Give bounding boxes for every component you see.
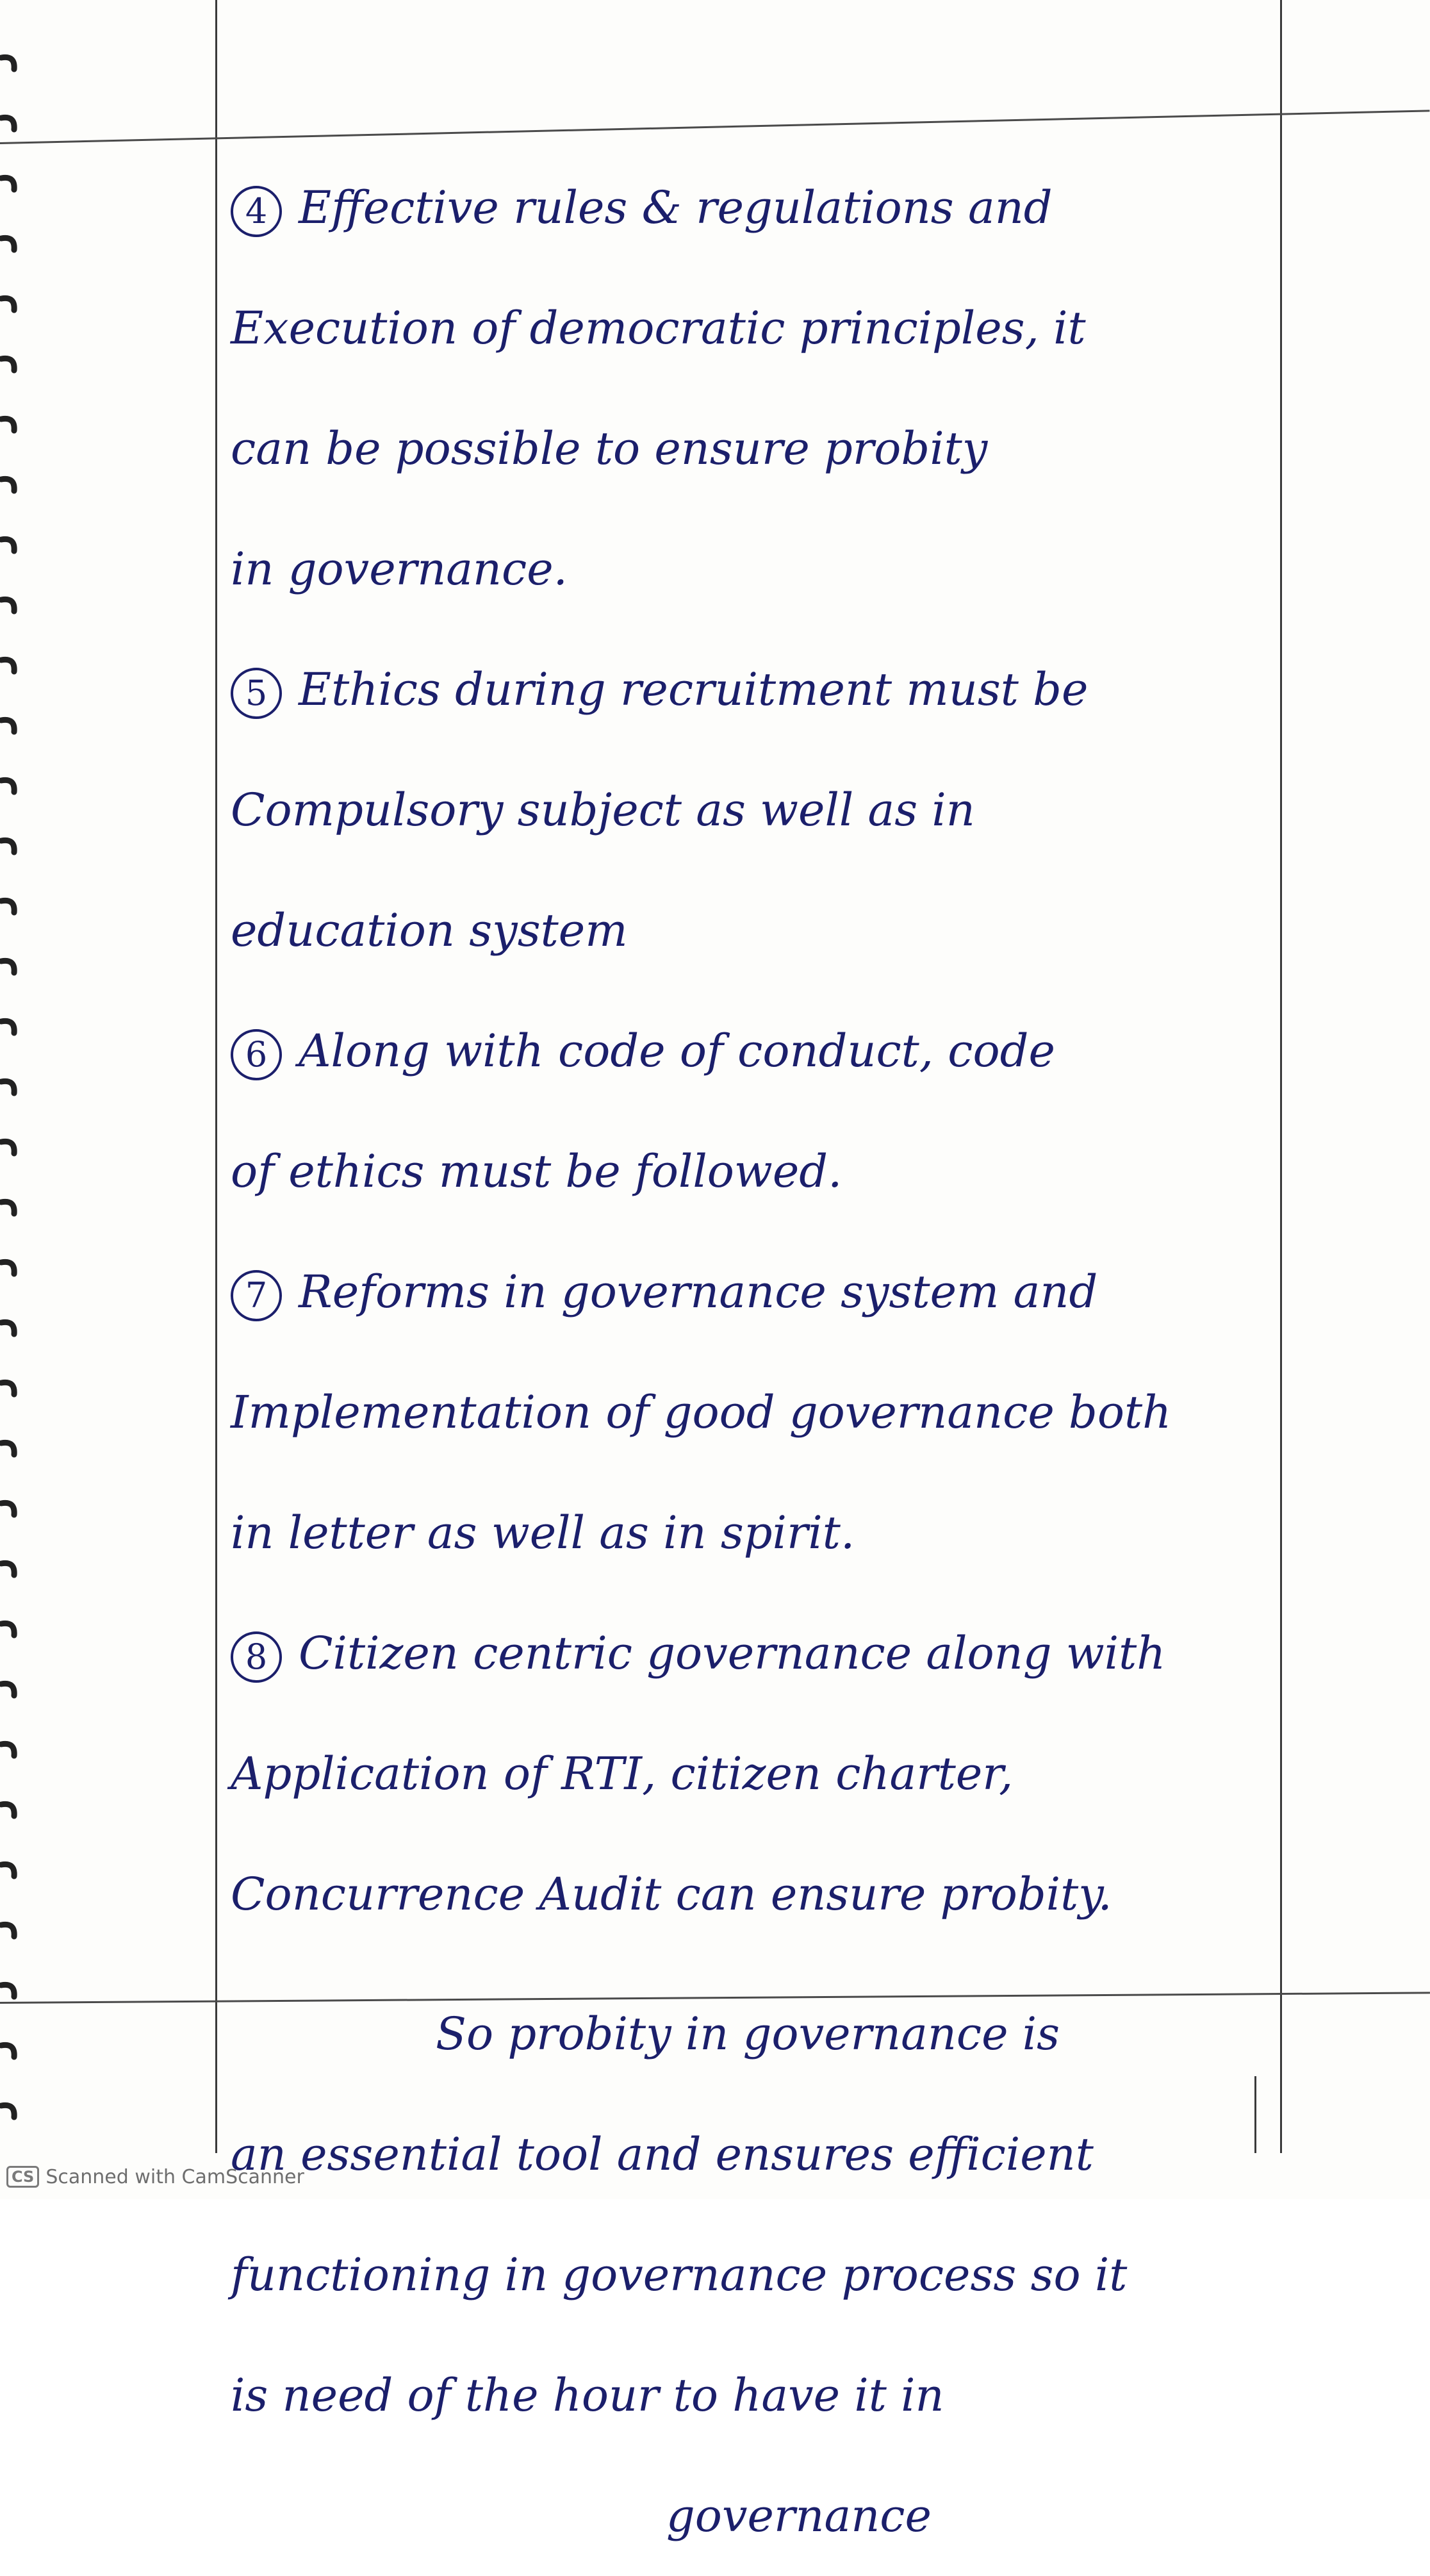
scanner-watermark	[6, 2161, 304, 2193]
camscanner-logo-icon: CS	[6, 2166, 39, 2188]
conclusion-line: functioning in governance process so it	[231, 2249, 1128, 2301]
spiral-ring	[1, 1804, 14, 1816]
point-line: Compulsory subject as well as in	[231, 784, 975, 836]
spiral-ring	[1, 418, 14, 431]
point-7	[231, 1232, 1256, 1593]
spiral-ring	[1, 1864, 14, 1876]
spiral-ring	[1, 1623, 14, 1635]
spiral-ring	[1, 1322, 14, 1334]
conclusion-line: is need of the hour to have it in	[231, 2369, 944, 2422]
watermark-text: Scanned with CamScanner	[45, 2165, 304, 2188]
spiral-ring	[1, 1442, 14, 1455]
point-line: Concurrence Audit can ensure probity.	[231, 1868, 1112, 1920]
conclusion-line: an essential tool and ensures efficient	[231, 2128, 1094, 2181]
point-line: in letter as well as in spirit.	[231, 1507, 855, 1559]
point-number: 6	[231, 1029, 282, 1080]
handwritten-notes	[231, 147, 1256, 2576]
spiral-ring	[1, 599, 14, 611]
spiral-ring	[1, 479, 14, 491]
point-line: of ethics must be followed.	[231, 1145, 842, 1198]
spiral-ring	[1, 840, 14, 852]
point-line: can be possible to ensure probity	[231, 422, 988, 475]
spiral-ring	[1, 539, 14, 551]
spiral-ring	[1, 720, 14, 732]
spiral-ring	[1, 1141, 14, 1153]
point-number: 5	[231, 668, 282, 719]
point-4	[231, 147, 1256, 629]
spiral-ring	[1, 961, 14, 973]
point-line: Application of RTI, citizen charter,	[231, 1747, 1014, 1800]
spiral-ring	[1, 1081, 14, 1093]
spiral-ring	[1, 358, 14, 370]
conclusion-paragraph	[231, 1974, 1256, 2576]
spiral-ring	[1, 1744, 14, 1756]
point-6	[231, 991, 1256, 1232]
point-8	[231, 1593, 1256, 1954]
spiral-ring	[1, 1563, 14, 1575]
point-line: in governance.	[231, 543, 568, 595]
spiral-ring	[1, 1683, 14, 1696]
spiral-ring	[1, 2105, 14, 2117]
spiral-ring	[1, 2045, 14, 2057]
spiral-ring	[1, 1924, 14, 1936]
spiral-binding	[0, 0, 38, 2199]
left-margin-line	[215, 0, 217, 2153]
point-number: 4	[231, 186, 282, 237]
spiral-ring	[1, 780, 14, 792]
spiral-ring	[1, 178, 14, 190]
spiral-ring	[1, 57, 14, 69]
spiral-ring	[1, 1503, 14, 1515]
point-line: Effective rules & regulations and	[299, 181, 1053, 234]
point-line: Citizen centric governance along with	[299, 1627, 1166, 1680]
point-line: Implementation of good governance both	[231, 1386, 1172, 1439]
point-number: 8	[231, 1631, 282, 1683]
conclusion-line: governance	[666, 2489, 932, 2542]
spiral-ring	[1, 900, 14, 912]
point-line: education system	[231, 904, 628, 957]
spiral-ring	[1, 1985, 14, 1997]
spiral-ring	[1, 298, 14, 310]
point-line: Reforms in governance system and	[299, 1266, 1098, 1318]
point-line: Ethics during recruitment must be	[299, 663, 1089, 716]
spiral-ring	[1, 1382, 14, 1394]
spiral-ring	[1, 238, 14, 250]
spiral-ring	[1, 117, 14, 129]
point-5	[231, 629, 1256, 991]
conclusion-line: So probity in governance is	[436, 2008, 1060, 2060]
top-rule-line	[0, 110, 1429, 144]
right-margin-line	[1280, 0, 1282, 2153]
spiral-ring	[1, 1021, 14, 1033]
spiral-ring	[1, 1201, 14, 1214]
point-number: 7	[231, 1270, 282, 1321]
point-line: Along with code of conduct, code	[299, 1025, 1055, 1077]
spiral-ring	[1, 1262, 14, 1274]
point-line: Execution of democratic principles, it	[231, 302, 1086, 354]
spiral-ring	[1, 659, 14, 672]
